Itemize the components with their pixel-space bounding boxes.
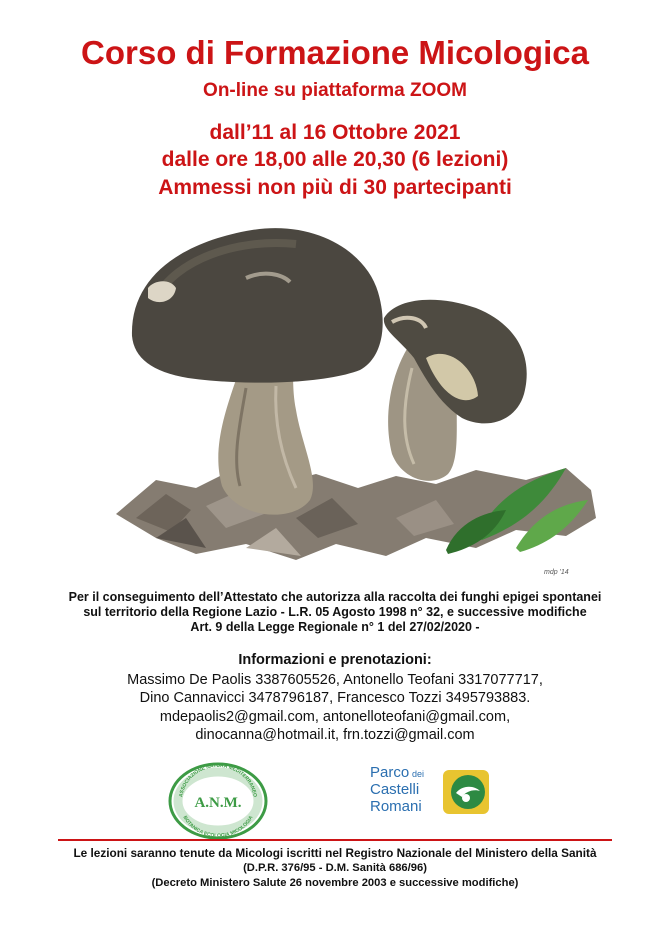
anm-ring-top-text: ASSOCIAZIONE NATURA MEDITERRANEO bbox=[178, 762, 258, 798]
page-subtitle: On-line su piattaforma ZOOM bbox=[203, 80, 467, 101]
anm-logo bbox=[166, 761, 270, 840]
footer-line-1: Le lezioni saranno tenute da Micologi iscritti nel Registro Nazionale del Ministero della Sanità bbox=[73, 846, 597, 860]
castelli-word: Castelli bbox=[370, 781, 420, 798]
parco-castelli-romani-logo bbox=[370, 765, 492, 819]
attestato-line-1: Per il conseguimento dell’Attestato che autorizza alla raccolta dei funghi epigei spontanei bbox=[68, 590, 602, 604]
footer-line-3: (Decreto Ministero Salute 26 novembre 2003 e successive modifiche) bbox=[151, 877, 519, 889]
course-hours: dalle ore 18,00 alle 20,30 (6 lezioni) bbox=[161, 148, 509, 171]
anm-letters: A.N.M. bbox=[194, 795, 242, 811]
mushroom-illustration bbox=[96, 218, 604, 586]
contact-emails-2: dinocanna@hotmail.it, frn.tozzi@gmail.com bbox=[195, 727, 475, 743]
attestato-line-2: sul territorio della Regione Lazio - L.R. 05 Agosto 1998 n° 32, e successive modifiche bbox=[83, 605, 587, 619]
illustration-signature: mdp '14 bbox=[544, 569, 569, 576]
romani-word: Romani bbox=[370, 798, 422, 815]
footer-line-2: (D.P.R. 376/95 - D.M. Sanità 686/96) bbox=[243, 862, 427, 874]
attestato-line-3: Art. 9 della Legge Regionale n° 1 del 27/02/2020 - bbox=[190, 620, 480, 634]
contact-phones-2: Dino Cannavicci 3478796187, Francesco Tozzi 3495793883. bbox=[139, 690, 531, 706]
contacts-heading: Informazioni e prenotazioni: bbox=[238, 652, 432, 668]
participant-limit: Ammessi non più di 30 partecipanti bbox=[158, 176, 512, 199]
course-dates: dall’11 al 16 Ottobre 2021 bbox=[209, 121, 461, 144]
footer-divider bbox=[58, 839, 612, 841]
contact-phones-1: Massimo De Paolis 3387605526, Antonello Teofani 3317077717, bbox=[127, 672, 543, 688]
parco-dei-word: dei bbox=[412, 769, 425, 779]
parco-emblem-icon bbox=[442, 769, 490, 815]
page-title: Corso di Formazione Micologica bbox=[81, 34, 589, 71]
anm-ring-bottom-text: BOTANICA ECOLOGIA MICOLOGIA bbox=[181, 814, 255, 840]
parco-word: Parco bbox=[370, 764, 410, 781]
contact-emails-1: mdepaolis2@gmail.com, antonelloteofani@gmail.com, bbox=[159, 709, 511, 725]
